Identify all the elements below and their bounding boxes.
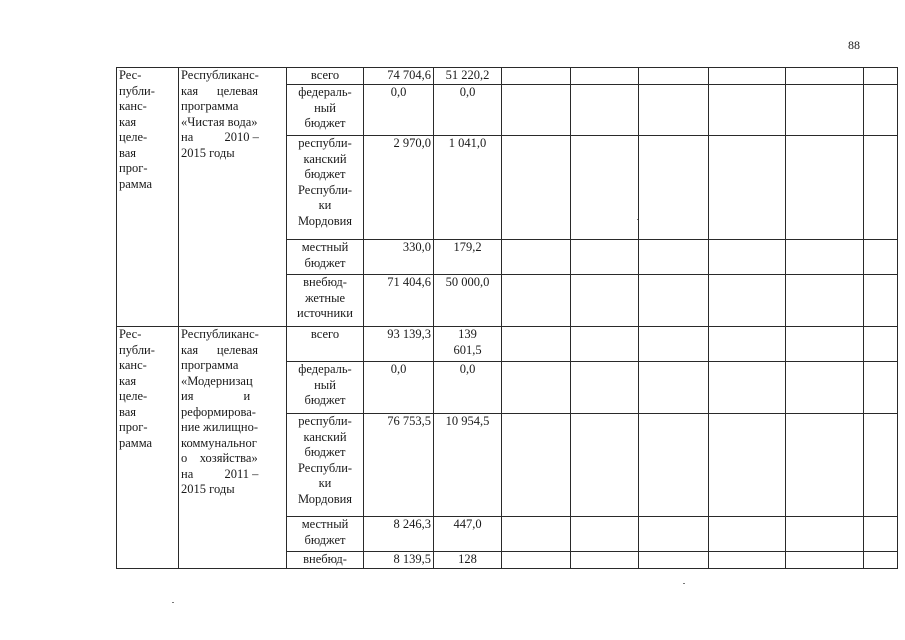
budget-table <box>116 67 898 569</box>
scan-speck <box>172 602 174 603</box>
funding-source: федераль- ный бюджет <box>287 85 364 136</box>
funding-source: федераль- ный бюджет <box>287 362 364 414</box>
program-name-cell: Республиканс- кая целевая программа «Модернизац ия и реформирова- ние жилищно- коммунальног о хозяйства» на 2011 – 2015 годы <box>179 327 287 569</box>
scan-speck <box>637 219 638 220</box>
scan-speck <box>683 583 685 584</box>
total-amount: 71 404,6 <box>364 275 434 327</box>
year-amount: 139 601,5 <box>434 327 502 362</box>
funding-source: внебюд- <box>287 552 364 569</box>
total-amount: 93 139,3 <box>364 327 434 362</box>
year-amount: 0,0 <box>434 362 502 414</box>
total-amount: 2 970,0 <box>364 136 434 240</box>
year-amount: 0,0 <box>434 85 502 136</box>
program-name-cell: Республиканс- кая целевая программа «Чистая вода» на 2010 – 2015 годы <box>179 68 287 327</box>
total-amount: 8 139,5 <box>364 552 434 569</box>
funding-source: республи- канский бюджет Республи- ки Мордовия <box>287 136 364 240</box>
year-amount: 50 000,0 <box>434 275 502 327</box>
year-amount: 447,0 <box>434 517 502 552</box>
total-amount: 0,0 <box>364 362 434 414</box>
year-amount: 1 041,0 <box>434 136 502 240</box>
program-type-cell: Рес- публи- канс- кая целе- вая прог- рамма <box>117 68 179 327</box>
year-amount: 10 954,5 <box>434 414 502 517</box>
funding-source: республи- канский бюджет Республи- ки Мордовия <box>287 414 364 517</box>
year-amount: 51 220,2 <box>434 68 502 85</box>
total-amount: 74 704,6 <box>364 68 434 85</box>
funding-source: всего <box>287 68 364 85</box>
year-amount: 128 <box>434 552 502 569</box>
total-amount: 76 753,5 <box>364 414 434 517</box>
year-amount: 179,2 <box>434 240 502 275</box>
total-amount: 8 246,3 <box>364 517 434 552</box>
funding-source: местный бюджет <box>287 240 364 275</box>
table-row <box>117 68 898 85</box>
funding-source: внебюд- жетные источники <box>287 275 364 327</box>
funding-source: местный бюджет <box>287 517 364 552</box>
total-amount: 330,0 <box>364 240 434 275</box>
program-type-cell: Рес- публи- канс- кая целе- вая прог- рамма <box>117 327 179 569</box>
total-amount: 0,0 <box>364 85 434 136</box>
funding-source: всего <box>287 327 364 362</box>
page-number: 88 <box>848 38 860 52</box>
table-row <box>117 327 898 362</box>
